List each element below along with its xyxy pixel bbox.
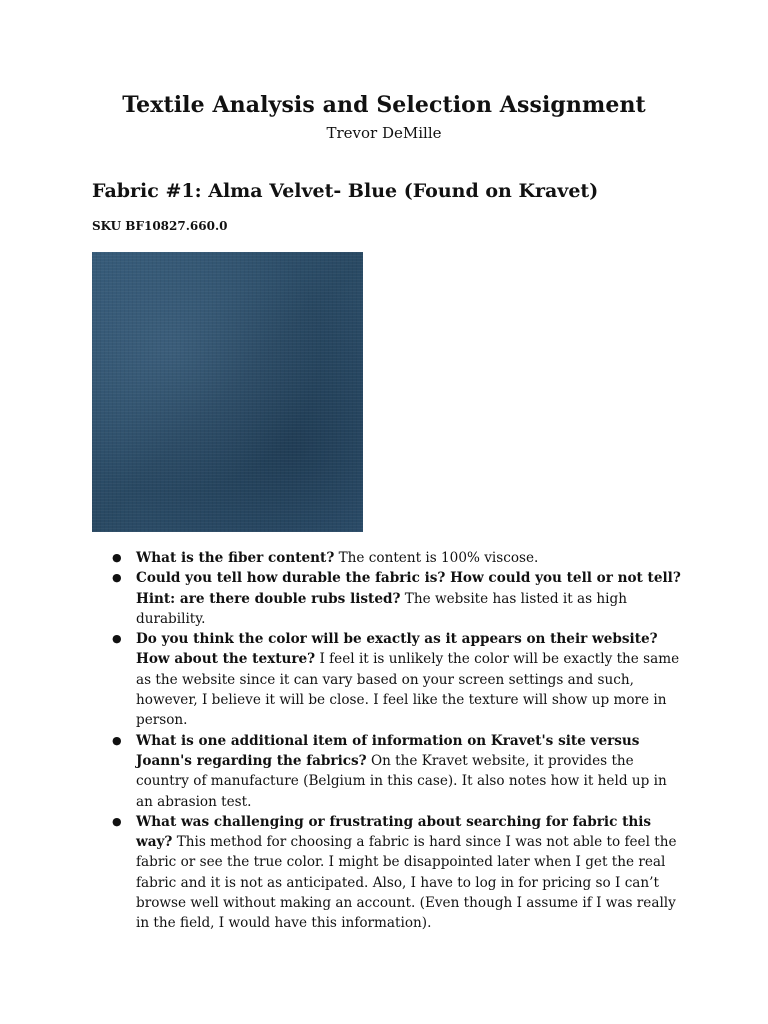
bullet-icon: ● xyxy=(112,551,122,564)
question-text: What was challenging or frustrating about searching for fabric this way? xyxy=(136,813,652,851)
answer-text: The content is 100% viscose. xyxy=(334,550,539,566)
list-item xyxy=(112,629,682,730)
fabric-heading: Fabric #1: Alma Velvet- Blue (Found on Kravet) xyxy=(92,180,599,202)
question-text: Do you think the color will be exactly as it appears on their website? How about the texture? xyxy=(136,631,658,668)
document-title: Textile Analysis and Selection Assignment xyxy=(122,92,646,118)
fabric-swatch-image xyxy=(92,252,363,532)
list-item xyxy=(112,548,682,568)
question-text: What is one additional item of information on Kravet's site versus Joann's regarding the fabrics? xyxy=(136,732,640,769)
list-item xyxy=(112,568,682,629)
bullet-icon: ● xyxy=(112,733,122,747)
answer-text: I feel it is unlikely the color will be exactly the same as the website since it can vary based on your screen settings and such, however, I believe it will be close. I feel like the texture will show up more in person. xyxy=(136,651,680,729)
answer-text: The website has listed it as high durability. xyxy=(136,590,627,627)
bullet-icon: ● xyxy=(112,571,122,585)
question-text: Could you tell how durable the fabric is? How could you tell or not tell? Hint: are there double rubs listed? xyxy=(136,570,681,607)
bullet-icon: ● xyxy=(112,814,122,828)
author-name: Trevor DeMille xyxy=(326,124,442,142)
sku-label: SKU BF10827.660.0 xyxy=(92,219,228,233)
question-list xyxy=(112,548,682,934)
list-item xyxy=(112,812,682,934)
bullet-icon: ● xyxy=(112,632,122,646)
question-text: What is the fiber content? xyxy=(136,550,335,566)
list-item xyxy=(112,731,682,812)
answer-text: On the Kravet website, it provides the country of manufacture (Belgium in this case). It also notes how it held up in an abrasion test. xyxy=(136,752,667,810)
answer-text: This method for choosing a fabric is hard since I was not able to feel the fabric or see the true color. I might be disappointed later when I get the real fabric and it is not as anticipated. Also, I have to log in for pricing so I can’t browse well without making an account. (Even though I assume if I was really in the field, I would have this information). xyxy=(136,834,677,932)
